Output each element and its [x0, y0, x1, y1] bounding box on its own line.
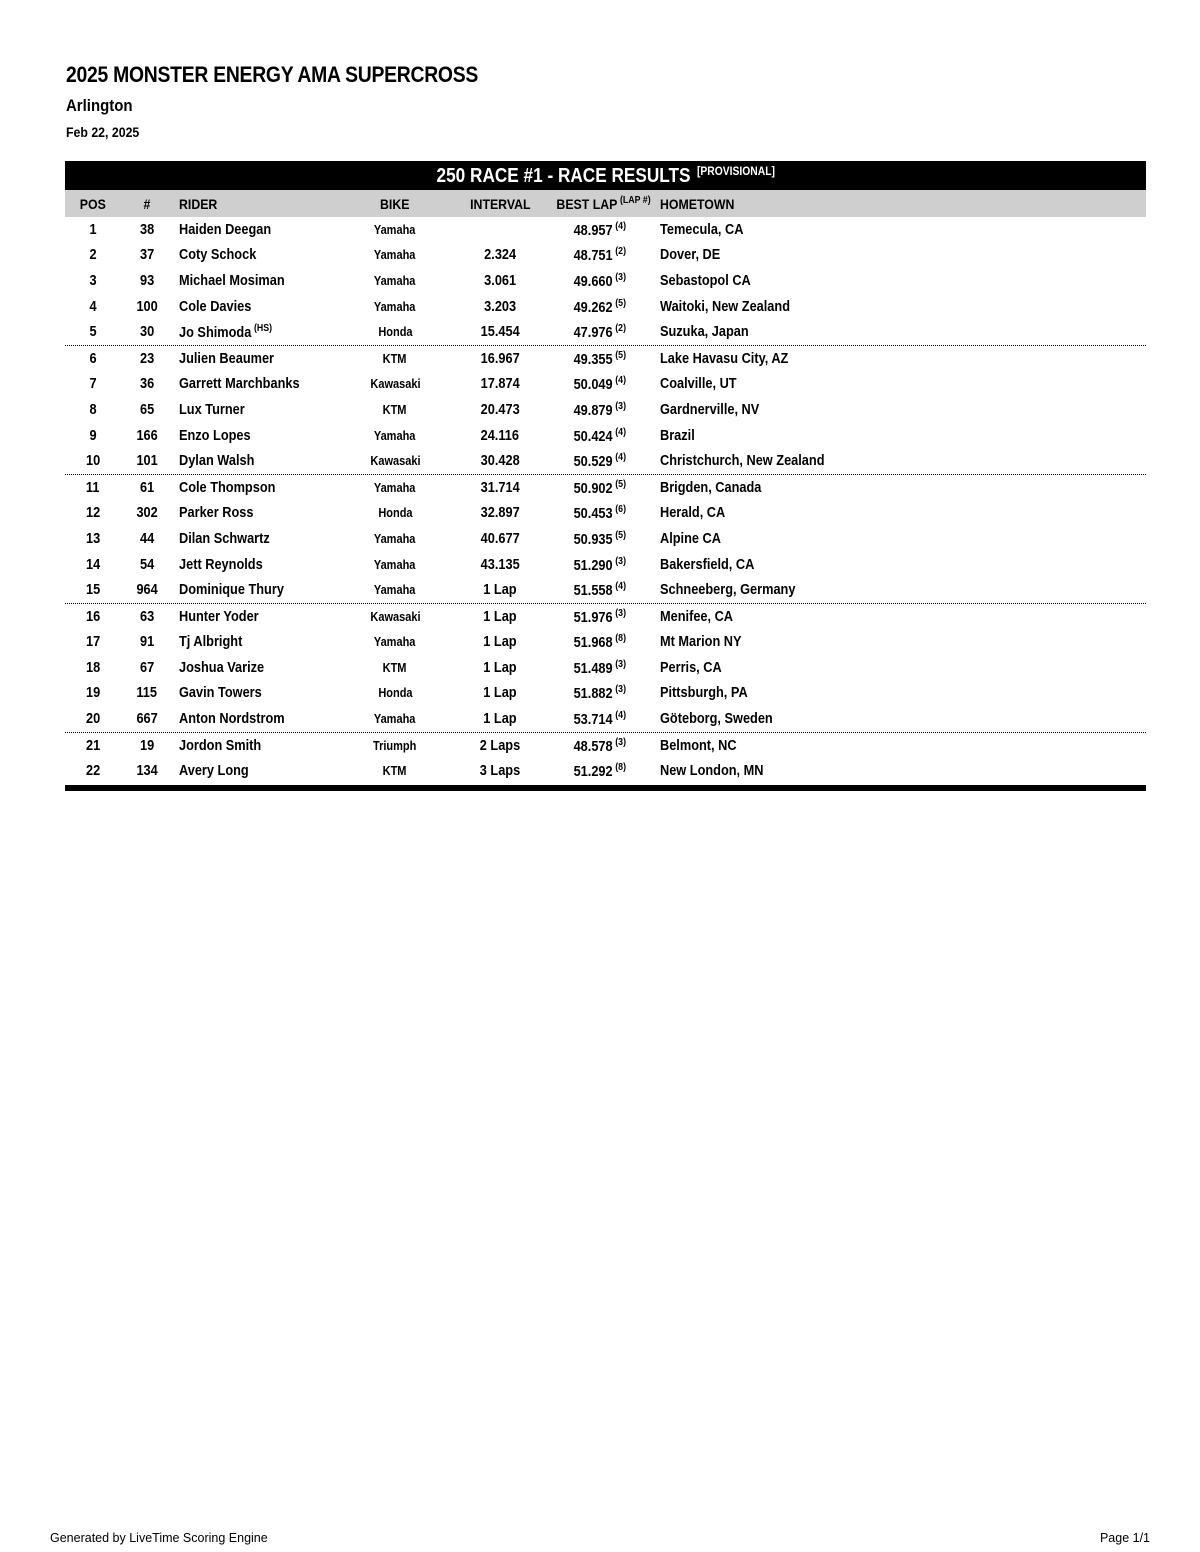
- cell-best-lap: 51.968 $^{(8)}$: [573, 633, 627, 652]
- best-lap-number: (3): [615, 736, 627, 748]
- cell-best-lap: 50.902 $^{(5)}$: [573, 478, 627, 497]
- cell-best-lap: 50.049 $^{(4)}$: [573, 375, 627, 394]
- cell-rider: Hunter Yoder: [179, 608, 259, 625]
- cell-rider: Parker Ross: [179, 505, 254, 522]
- best-lap-number: (4): [615, 375, 627, 387]
- cell-pos: 3: [89, 272, 97, 289]
- cell-pos: 20: [85, 711, 101, 728]
- cell-bike: Yamaha: [374, 428, 416, 443]
- cell-number: 302: [136, 505, 158, 522]
- cell-best-lap: 49.660 $^{(3)}$: [573, 271, 627, 290]
- cell-rider: Lux Turner: [179, 401, 245, 418]
- cell-hometown: Herald, CA: [660, 505, 726, 522]
- cell-best-lap: 48.957 $^{(4)}$: [573, 220, 627, 239]
- cell-interval: [445, 217, 555, 243]
- cell-best-lap: 48.751 $^{(2)}$: [573, 246, 627, 265]
- cell-number: 667: [136, 711, 158, 728]
- cell-interval: 1 Lap: [483, 582, 517, 599]
- best-lap-number: (2): [615, 246, 627, 258]
- cell-rider: Jett Reynolds: [179, 556, 263, 573]
- cell-interval: 1 Lap: [483, 711, 517, 728]
- footer-generator: Generated by LiveTime Scoring Engine: [50, 1531, 268, 1545]
- cell-pos: 7: [89, 376, 97, 393]
- best-lap-number: (4): [615, 581, 627, 593]
- cell-number: 166: [136, 427, 158, 444]
- cell-rider: Garrett Marchbanks: [179, 376, 300, 393]
- best-lap-number: (5): [615, 529, 627, 541]
- cell-pos: 22: [85, 763, 101, 780]
- cell-pos: 9: [89, 427, 97, 444]
- table-row: [65, 706, 1146, 733]
- cell-best-lap: 51.882 $^{(3)}$: [573, 684, 627, 703]
- cell-pos: 2: [89, 247, 97, 264]
- table-row: [65, 346, 1146, 372]
- cell-pos: 10: [85, 453, 101, 470]
- cell-best-lap: 47.976 $^{(2)}$: [573, 323, 627, 342]
- cell-hometown: Christchurch, New Zealand: [660, 453, 825, 470]
- best-lap-number: (8): [615, 633, 627, 645]
- best-lap-number: (3): [615, 400, 627, 412]
- table-row: [65, 397, 1146, 423]
- cell-bike: Yamaha: [374, 557, 416, 572]
- table-row: [65, 655, 1146, 681]
- cell-best-lap: 53.714 $^{(4)}$: [573, 710, 627, 729]
- cell-interval: 20.473: [480, 401, 520, 418]
- best-lap-number: (5): [615, 349, 627, 361]
- cell-bike: Triumph: [373, 738, 417, 753]
- results-table: [65, 161, 1146, 791]
- cell-interval: 3 Laps: [479, 763, 521, 780]
- col-header-lap-number: (LAP #): [620, 195, 652, 206]
- cell-hometown: Menifee, CA: [660, 608, 734, 625]
- cell-hometown: Pittsburgh, PA: [660, 685, 748, 702]
- column-header-row: [65, 190, 1146, 217]
- cell-bike: Honda: [377, 506, 413, 521]
- cell-interval: 1 Lap: [483, 685, 517, 702]
- cell-bike: Honda: [377, 686, 413, 701]
- best-lap-number: (4): [615, 426, 627, 438]
- cell-number: 91: [139, 634, 155, 651]
- col-header-bike: BIKE: [380, 195, 410, 212]
- cell-number: 19: [139, 737, 155, 754]
- cell-best-lap: 50.424 $^{(4)}$: [573, 426, 627, 445]
- cell-hometown: Lake Havasu City, AZ: [660, 350, 789, 367]
- table-row: [65, 630, 1146, 656]
- col-header-number: #: [143, 195, 151, 212]
- cell-bike: Kawasaki: [369, 377, 421, 392]
- best-lap-number: (5): [615, 478, 627, 490]
- cell-number: 964: [136, 582, 158, 599]
- cell-interval: 2.324: [484, 247, 516, 264]
- cell-interval: 3.203: [484, 298, 516, 315]
- cell-bike: Yamaha: [374, 531, 416, 546]
- cell-bike: KTM: [383, 764, 407, 779]
- cell-number: 100: [136, 298, 158, 315]
- cell-pos: 15: [85, 582, 101, 599]
- best-lap-number: (3): [615, 658, 627, 670]
- venue-name: Arlington: [66, 96, 133, 115]
- cell-number: 134: [136, 763, 158, 780]
- cell-number: 44: [139, 530, 155, 547]
- cell-best-lap: 51.489 $^{(3)}$: [573, 658, 627, 677]
- cell-hometown: Temecula, CA: [660, 221, 744, 238]
- results-body: [65, 217, 1146, 784]
- table-row: [65, 217, 1146, 243]
- best-lap-number: (3): [615, 271, 627, 283]
- best-lap-number: (8): [615, 762, 627, 774]
- footer-page-number: Page 1/1: [1099, 1531, 1150, 1545]
- cell-hometown: Göteborg, Sweden: [660, 711, 773, 728]
- cell-rider: Cole Thompson: [179, 479, 276, 496]
- cell-hometown: Belmont, NC: [660, 737, 737, 754]
- cell-number: 93: [139, 272, 155, 289]
- cell-pos: 21: [85, 737, 101, 754]
- cell-rider: Haiden Deegan: [179, 221, 272, 238]
- cell-bike: Yamaha: [374, 583, 416, 598]
- cell-interval: 31.714: [480, 479, 520, 496]
- cell-interval: 43.135: [480, 556, 520, 573]
- col-header-best-lap: BEST LAP $^{(LAP \#)}$: [556, 195, 652, 212]
- table-row: [65, 501, 1146, 527]
- cell-pos: 8: [89, 401, 97, 418]
- cell-best-lap: 49.262 $^{(5)}$: [573, 297, 627, 316]
- cell-pos: 13: [85, 530, 101, 547]
- cell-pos: 18: [85, 659, 101, 676]
- cell-interval: 32.897: [480, 505, 520, 522]
- cell-number: 67: [139, 659, 155, 676]
- cell-rider: Gavin Towers: [179, 685, 262, 702]
- cell-bike: KTM: [383, 351, 407, 366]
- cell-best-lap: 51.976 $^{(3)}$: [573, 607, 627, 626]
- cell-interval: 1 Lap: [483, 634, 517, 651]
- cell-bike: KTM: [383, 402, 407, 417]
- cell-hometown: Brigden, Canada: [660, 479, 762, 496]
- cell-rider: Joshua Varize: [179, 659, 265, 676]
- cell-number: 30: [139, 324, 155, 341]
- cell-hometown: Suzuka, Japan: [660, 324, 749, 341]
- table-row: [65, 448, 1146, 475]
- cell-pos: 16: [85, 608, 101, 625]
- cell-bike: Kawasaki: [369, 609, 421, 624]
- table-row: [65, 681, 1146, 707]
- cell-rider: Coty Schock: [179, 247, 257, 264]
- cell-interval: 1 Lap: [483, 608, 517, 625]
- best-lap-number: (6): [615, 504, 627, 516]
- best-lap-number: (3): [615, 555, 627, 567]
- cell-rider: Tj Albright: [179, 634, 243, 651]
- cell-hometown: Dover, DE: [660, 247, 721, 264]
- cell-interval: 15.454: [480, 324, 520, 341]
- cell-hometown: Mt Marion NY: [660, 634, 742, 651]
- table-row: [65, 372, 1146, 398]
- cell-best-lap: 50.453 $^{(6)}$: [573, 504, 627, 523]
- document-title: 2025 MONSTER ENERGY AMA SUPERCROSS: [66, 62, 479, 87]
- col-header-interval: INTERVAL: [469, 195, 531, 212]
- table-row: [65, 319, 1146, 346]
- cell-hometown: Perris, CA: [660, 659, 722, 676]
- cell-best-lap: 51.558 $^{(4)}$: [573, 581, 627, 600]
- cell-rider: Julien Beaumer: [179, 350, 275, 367]
- cell-bike: Honda: [377, 325, 413, 340]
- table-row: [65, 604, 1146, 630]
- cell-bike: Yamaha: [374, 222, 416, 237]
- cell-rider: Dylan Walsh: [179, 453, 255, 470]
- cell-bike: Yamaha: [374, 635, 416, 650]
- cell-hometown: Bakersfield, CA: [660, 556, 755, 573]
- table-row: [65, 243, 1146, 269]
- cell-rider: Enzo Lopes: [179, 427, 251, 444]
- cell-interval: 17.874: [480, 376, 520, 393]
- cell-rider: Michael Mosiman: [179, 272, 285, 289]
- cell-number: 63: [139, 608, 155, 625]
- cell-bike: Yamaha: [374, 273, 416, 288]
- cell-best-lap: 49.879 $^{(3)}$: [573, 400, 627, 419]
- cell-rider: Jordon Smith: [179, 737, 262, 754]
- cell-number: 115: [136, 685, 158, 702]
- cell-best-lap: 48.578 $^{(3)}$: [573, 736, 627, 755]
- results-banner: [65, 161, 1146, 190]
- cell-hometown: Coalville, UT: [660, 376, 737, 393]
- table-row: [65, 475, 1146, 501]
- cell-interval: 40.677: [480, 530, 520, 547]
- cell-best-lap: 50.529 $^{(4)}$: [573, 452, 627, 471]
- best-lap-number: (4): [615, 710, 627, 722]
- cell-pos: 19: [85, 685, 101, 702]
- best-lap-number: (3): [615, 684, 627, 696]
- best-lap-number: (3): [615, 607, 627, 619]
- cell-hometown: Waitoki, New Zealand: [660, 298, 790, 315]
- cell-pos: 17: [85, 634, 101, 651]
- table-bottom-rule: [65, 785, 1146, 791]
- best-lap-number: (5): [615, 297, 627, 309]
- cell-hometown: New London, MN: [660, 763, 764, 780]
- cell-pos: 1: [89, 221, 97, 238]
- cell-hometown: Gardnerville, NV: [660, 401, 760, 418]
- cell-hometown: Sebastopol CA: [660, 272, 751, 289]
- cell-hometown: Alpine CA: [660, 530, 721, 547]
- cell-number: 23: [139, 350, 155, 367]
- cell-interval: 3.061: [484, 272, 516, 289]
- cell-best-lap: 50.935 $^{(5)}$: [573, 529, 627, 548]
- cell-pos: 12: [85, 505, 101, 522]
- cell-best-lap: 51.290 $^{(3)}$: [573, 555, 627, 574]
- cell-number: 65: [139, 401, 155, 418]
- table-row: [65, 733, 1146, 759]
- cell-pos: 5: [89, 324, 97, 341]
- event-date: Feb 22, 2025: [66, 124, 140, 140]
- cell-best-lap: 51.292 $^{(8)}$: [573, 762, 627, 781]
- cell-rider: Jo Shimoda $^{(HS)}$: [179, 323, 273, 342]
- table-row: [65, 294, 1146, 320]
- cell-pos: 4: [89, 298, 97, 315]
- cell-number: 101: [136, 453, 158, 470]
- cell-bike: KTM: [383, 660, 407, 675]
- cell-pos: 6: [89, 350, 97, 367]
- cell-pos: 14: [85, 556, 101, 573]
- table-row: [65, 577, 1146, 604]
- cell-interval: 2 Laps: [479, 737, 521, 754]
- best-lap-number: (4): [615, 220, 627, 232]
- cell-number: 38: [139, 221, 155, 238]
- cell-rider: Avery Long: [179, 763, 249, 780]
- best-lap-number: (4): [615, 452, 627, 464]
- cell-bike: Yamaha: [374, 248, 416, 263]
- col-header-pos: POS: [79, 195, 107, 212]
- cell-bike: Yamaha: [374, 480, 416, 495]
- col-header-rider: RIDER: [179, 195, 218, 212]
- cell-hometown: Schneeberg, Germany: [660, 582, 796, 599]
- cell-bike: Yamaha: [374, 712, 416, 727]
- cell-rider: Dilan Schwartz: [179, 530, 270, 547]
- cell-interval: 24.116: [480, 427, 520, 444]
- table-row: [65, 758, 1146, 784]
- banner-status: [PROVISIONAL]: [696, 163, 775, 178]
- table-row: [65, 423, 1146, 449]
- cell-number: 61: [139, 479, 155, 496]
- cell-number: 37: [139, 247, 155, 264]
- table-row: [65, 526, 1146, 552]
- cell-pos: 11: [86, 479, 100, 496]
- cell-bike: Yamaha: [374, 299, 416, 314]
- cell-interval: 16.967: [480, 350, 520, 367]
- cell-rider: Dominique Thury: [179, 582, 284, 599]
- cell-bike: Kawasaki: [369, 454, 421, 469]
- cell-hometown: Brazil: [660, 427, 695, 444]
- col-header-hometown: HOMETOWN: [660, 195, 735, 212]
- cell-best-lap: 49.355 $^{(5)}$: [573, 349, 627, 368]
- cell-interval: 1 Lap: [483, 659, 517, 676]
- cell-rider: Anton Nordstrom: [179, 711, 285, 728]
- cell-interval: 30.428: [480, 453, 520, 470]
- best-lap-number: (2): [615, 323, 627, 335]
- cell-number: 54: [139, 556, 155, 573]
- rider-tag: (HS): [253, 323, 273, 335]
- cell-rider: Cole Davies: [179, 298, 252, 315]
- banner-title: 250 RACE #1 - RACE RESULTS: [436, 164, 691, 187]
- table-row: [65, 268, 1146, 294]
- table-row: [65, 552, 1146, 578]
- cell-number: 36: [139, 376, 155, 393]
